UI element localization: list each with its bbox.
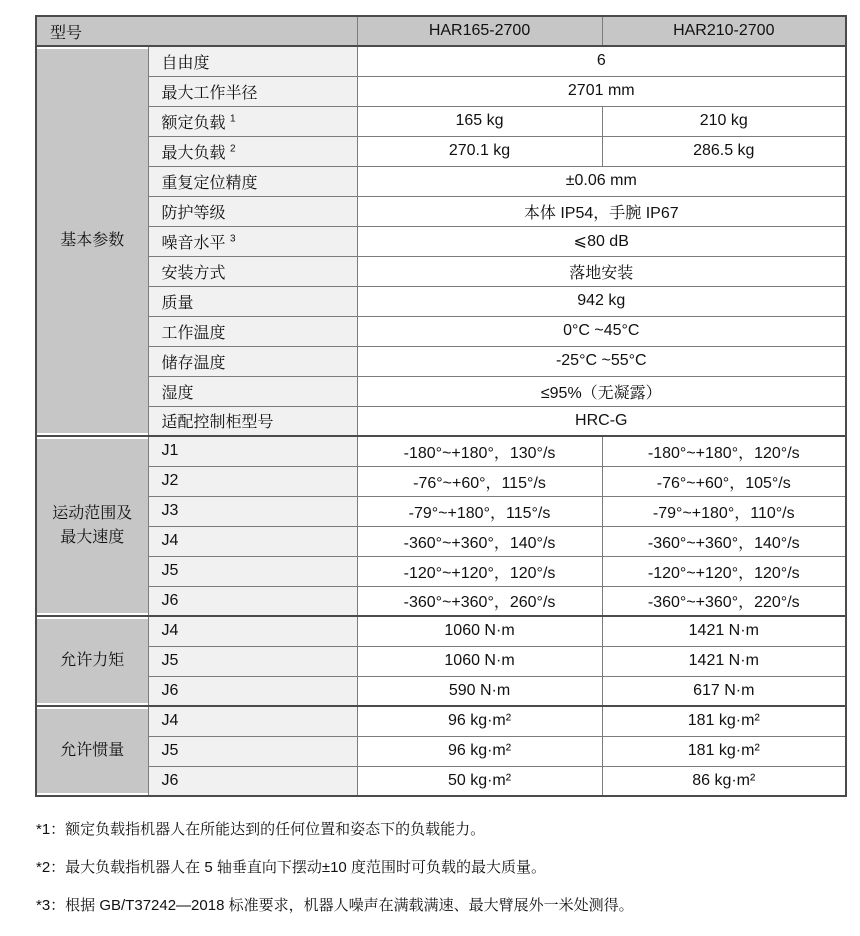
value-cell: HRC-G — [357, 406, 846, 436]
spec-row — [36, 496, 846, 526]
value-cell: 本体 IP54，手腕 IP67 — [357, 196, 846, 226]
param-label-cell: J4 — [148, 616, 357, 646]
param-label-cell: J3 — [148, 496, 357, 526]
param-label-cell: J2 — [148, 466, 357, 496]
value-cell: -360°~+360°，260°/s — [357, 586, 602, 616]
value-cell: 1060 N·m — [357, 646, 602, 676]
spec-row — [36, 256, 846, 286]
value-cell: -180°~+180°，120°/s — [602, 436, 846, 466]
value-cell: 210 kg — [602, 106, 846, 136]
value-cell: 50 kg·m² — [357, 766, 602, 796]
section-label-cell — [36, 46, 148, 436]
spec-row — [36, 436, 846, 466]
value-cell: 1421 N·m — [602, 616, 846, 646]
value-cell: -120°~+120°，120°/s — [602, 556, 846, 586]
value-cell: 590 N·m — [357, 676, 602, 706]
spec-row — [36, 136, 846, 166]
value-cell: -180°~+180°，130°/s — [357, 436, 602, 466]
value-cell: 落地安装 — [357, 256, 846, 286]
value-cell: 86 kg·m² — [602, 766, 846, 796]
spec-row — [36, 646, 846, 676]
param-label-cell: 噪音水平 $^3$ — [148, 226, 357, 256]
footnotes — [36, 821, 634, 935]
spec-row — [36, 466, 846, 496]
section-label-cell — [36, 706, 148, 796]
param-label-cell: 湿度 — [148, 376, 357, 406]
value-cell: 286.5 kg — [602, 136, 846, 166]
param-label-cell: J4 — [148, 526, 357, 556]
param-label-cell: J6 — [148, 676, 357, 706]
footnote-1: *1：额定负载指机器人在所能达到的任何位置和姿态下的负载能力。 — [36, 821, 486, 838]
spec-row — [36, 406, 846, 436]
param-label-cell: J5 — [148, 556, 357, 586]
value-cell: 181 kg·m² — [602, 706, 846, 736]
value-cell: 96 kg·m² — [357, 706, 602, 736]
value-cell: 96 kg·m² — [357, 736, 602, 766]
section-label: 允许惯量 — [37, 709, 148, 793]
param-label-cell: 质量 — [148, 286, 357, 316]
value-cell: 617 N·m — [602, 676, 846, 706]
header-row — [36, 16, 846, 46]
value-cell: -76°~+60°，115°/s — [357, 466, 602, 496]
spec-row — [36, 286, 846, 316]
footnote-ref: 2 — [229, 143, 236, 155]
value-cell: -79°~+180°，115°/s — [357, 496, 602, 526]
model-name-cell-har210: HAR210-2700 — [602, 16, 846, 46]
param-label-cell: J5 — [148, 646, 357, 676]
value-cell: -79°~+180°，110°/s — [602, 496, 846, 526]
spec-row — [36, 226, 846, 256]
param-label-cell: J1 — [148, 436, 357, 466]
robot-spec-table — [35, 15, 847, 797]
spec-row — [36, 346, 846, 376]
param-label-cell: 重复定位精度 — [148, 166, 357, 196]
section-label-cell — [36, 616, 148, 706]
section-label-cell — [36, 436, 148, 616]
spec-row — [36, 76, 846, 106]
model-name-cell-har165: HAR165-2700 — [357, 16, 602, 46]
param-label-cell: 额定负载 $^1$ — [148, 106, 357, 136]
spec-row — [36, 766, 846, 796]
param-label-cell: 最大负载 $^2$ — [148, 136, 357, 166]
param-label-cell: J6 — [148, 766, 357, 796]
footnote-3: *3：根据 GB/T37242—2018 标准要求，机器人噪声在满载满速、最大臂展外一米处测得。 — [36, 897, 634, 914]
footnote-2: *2：最大负载指机器人在 5 轴垂直向下摆动±10 度范围时可负载的最大质量。 — [36, 859, 546, 876]
param-label-cell: 储存温度 — [148, 346, 357, 376]
value-cell: 165 kg — [357, 106, 602, 136]
spec-table-body — [36, 46, 846, 796]
model-label-cell: 型号 — [36, 16, 357, 46]
param-label-cell: 最大工作半径 — [148, 76, 357, 106]
param-label-cell: 适配控制柜型号 — [148, 406, 357, 436]
spec-row — [36, 586, 846, 616]
spec-row — [36, 46, 846, 76]
param-label-cell: 自由度 — [148, 46, 357, 76]
spec-row — [36, 376, 846, 406]
value-cell: ⩽80 dB — [357, 226, 846, 256]
param-label-cell: 安装方式 — [148, 256, 357, 286]
value-cell: -120°~+120°，120°/s — [357, 556, 602, 586]
spec-row — [36, 676, 846, 706]
value-cell: -360°~+360°，140°/s — [357, 526, 602, 556]
value-cell: 1421 N·m — [602, 646, 846, 676]
param-label-cell: J4 — [148, 706, 357, 736]
value-cell: 6 — [357, 46, 846, 76]
value-cell: 0°C ~45°C — [357, 316, 846, 346]
value-cell: ≤95%（无凝露） — [357, 376, 846, 406]
param-label-cell: 防护等级 — [148, 196, 357, 226]
footnote-ref: 1 — [229, 113, 236, 125]
value-cell: 181 kg·m² — [602, 736, 846, 766]
value-cell: -360°~+360°，220°/s — [602, 586, 846, 616]
section-label: 基本参数 — [37, 49, 148, 433]
value-cell: -360°~+360°，140°/s — [602, 526, 846, 556]
spec-row — [36, 106, 846, 136]
value-cell: -25°C ~55°C — [357, 346, 846, 376]
section-label: 允许力矩 — [37, 619, 148, 703]
footnote-ref: 3 — [229, 233, 236, 245]
value-cell: ±0.06 mm — [357, 166, 846, 196]
value-cell: 942 kg — [357, 286, 846, 316]
section-label: 运动范围及最大速度 — [37, 439, 148, 613]
param-label-cell: J5 — [148, 736, 357, 766]
spec-row — [36, 196, 846, 226]
value-cell: 2701 mm — [357, 76, 846, 106]
spec-row — [36, 166, 846, 196]
spec-row — [36, 556, 846, 586]
spec-row — [36, 706, 846, 736]
spec-row — [36, 736, 846, 766]
spec-row — [36, 616, 846, 646]
spec-row — [36, 316, 846, 346]
param-label-cell: 工作温度 — [148, 316, 357, 346]
value-cell: 270.1 kg — [357, 136, 602, 166]
param-label-cell: J6 — [148, 586, 357, 616]
value-cell: -76°~+60°，105°/s — [602, 466, 846, 496]
spec-table-header — [36, 16, 846, 46]
spec-row — [36, 526, 846, 556]
value-cell: 1060 N·m — [357, 616, 602, 646]
